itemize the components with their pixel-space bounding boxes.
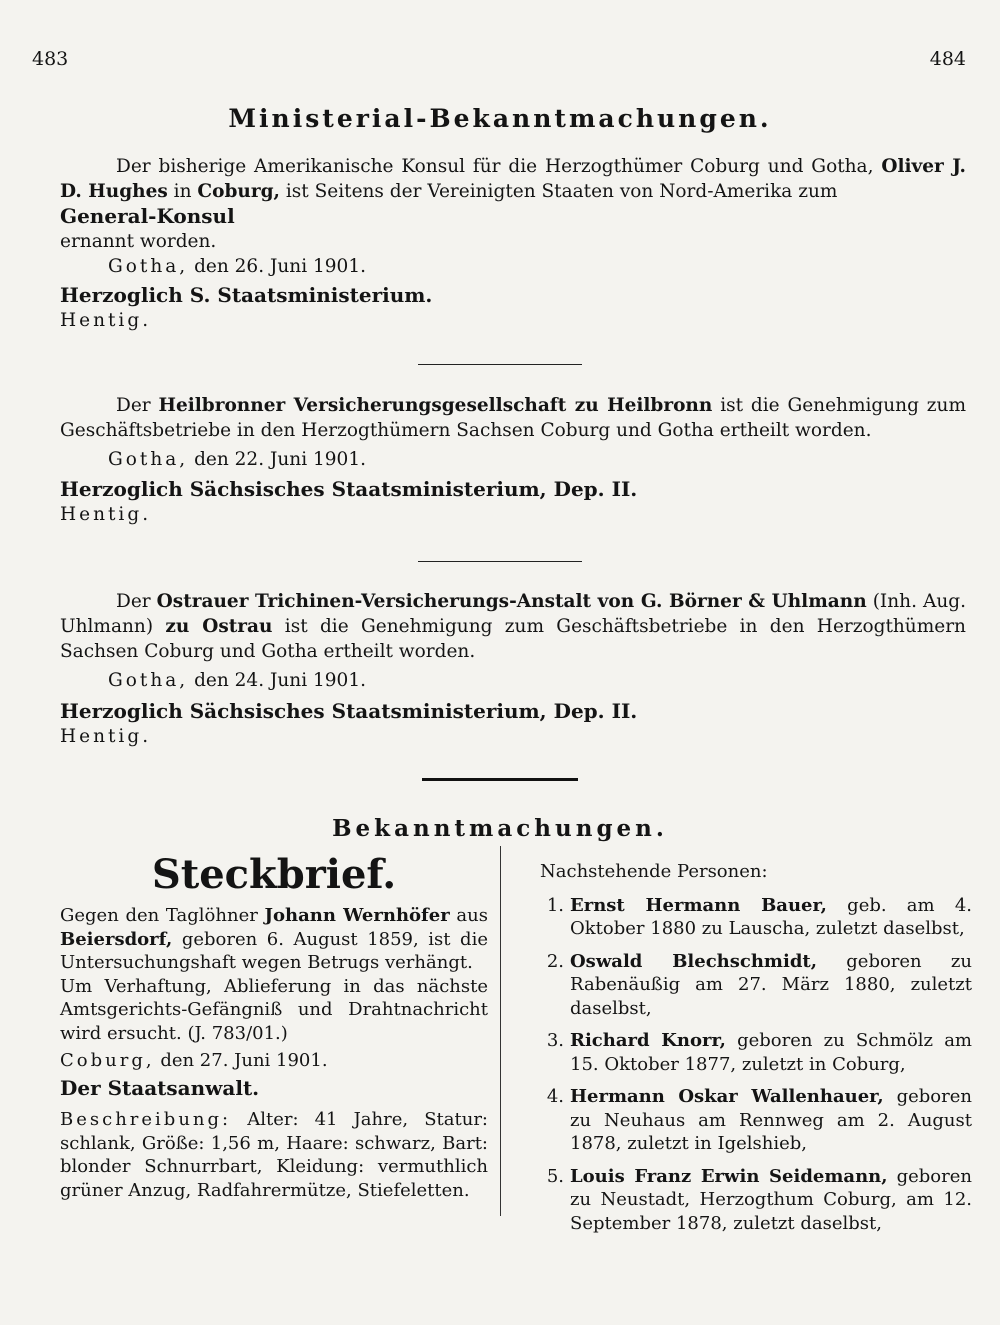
item-number: 1. [546,894,564,916]
section-heading-bekanntmachungen: Bekanntmachungen. [332,815,668,842]
person-details: geboren zu Neuhaus am Rennweg am 2. August 1878, zuletzt in Igelshieb, [570,1086,972,1154]
place-name: Coburg, [197,181,280,202]
date-text: den 27. Juni 1901. [160,1050,328,1071]
person-name: Richard Knorr, [570,1030,726,1051]
notice-text: (Inh. Aug. Uhlmann) [60,591,966,637]
section-rule [422,778,578,781]
place-name: Beiersdorf, [60,928,173,950]
person-name: Ernst Hermann Bauer, [570,894,827,916]
steckbrief-description [60,1108,488,1202]
date-place: Coburg, [60,1050,155,1071]
separator-rule [418,364,582,365]
steckbrief-column [60,848,488,1202]
date-place: Gotha, [108,256,189,277]
notice-text: Gegen den Taglöhner [60,905,258,926]
notice-date [108,254,966,279]
person-name: Oswald Blechschmidt, [570,950,817,972]
date-text: den 24. Juni 1901. [194,670,366,691]
notice-text: Der [116,395,151,416]
company-name: Heilbronner Versicherungsgesellschaft zu Heilbronn [158,395,713,416]
signer-name: Hentig. [60,310,152,331]
authority-signature: Herzoglich Sächsisches Staatsministerium, Dep. II. [60,477,638,501]
authority-signature: Herzoglich S. Staatsministerium. [60,283,433,307]
notice-text: ist die Genehmigung zum Geschäftsbetriebe in den Herzogthümern Sachsen Coburg und Gotha ertheilt worden. [60,616,966,662]
page-number-right: 484 [929,48,966,70]
notice-ostrauer [60,589,966,749]
list-item [540,894,972,941]
column-divider [500,846,501,1216]
steckbrief-text [60,904,488,975]
person-name: Louis Franz Erwin Seidemann, [570,1165,888,1187]
notice-date [108,668,966,693]
person-details: geboren zu Schmölz am 15. Oktober 1877, zuletzt in Coburg, [570,1030,972,1075]
persons-list [540,894,972,1236]
company-name: Ostrauer Trichinen-Versicherungs-Anstalt von G. Börner & Uhlmann [156,591,867,612]
steckbrief-title: Steckbrief. [151,851,397,898]
list-item [540,1085,972,1156]
notice-consul-text [60,154,966,204]
notice-heilbronner-text [60,393,966,443]
person-details: geb. am 4. Oktober 1880 zu Lauscha, zuletzt daselbst, [570,894,972,939]
notice-text: ist die Genehmigung zum Geschäftsbetriebe in den Herzogthümern Sachsen Coburg und Gotha ertheilt worden. [60,395,966,441]
page-number-left: 483 [32,48,69,70]
person-details: geboren zu Rabenäußig am 27. März 1880, zuletzt daselbst, [570,950,972,1019]
section-heading-ministerial: Ministerial-Bekanntmachungen. [228,104,772,133]
person-name: Oliver J. D. Hughes [60,156,966,202]
person-name: Hermann Oskar Wallenhauer, [570,1086,884,1107]
list-item [540,1165,972,1236]
consul-title: General-Konsul [60,204,235,228]
description-text: Alter: 41 Jahre, Statur: schlank, Größe: 1,56 m, Haare: schwarz, Bart: blonder Schnurrbart, Kleidung: vermuthlich grüner Anzug, Radfahrermütze, Stiefeletten. [60,1109,488,1201]
item-number: 5. [546,1165,564,1187]
notice-text: aus [456,905,488,926]
notice-date [108,447,966,472]
notice-consul [60,154,966,333]
authority-signature: Herzoglich Sächsisches Staatsministerium, Dep. II. [60,699,638,723]
list-item [540,1029,972,1076]
date-place: Gotha, [108,670,189,691]
date-text: den 22. Juni 1901. [194,449,366,470]
persons-column [540,860,972,1244]
notice-text: geboren 6. August 1859, ist die Untersuchungshaft wegen Betrugs verhängt. [60,928,488,973]
steckbrief-request: Um Verhaftung, Ablieferung in das nächste Amtsgerichts-Gefängniß und Drahtnachricht wird ersucht. (J. 783/01.) [60,975,488,1044]
authority-signature: Der Staatsanwalt. [60,1075,260,1100]
notice-ostrauer-text [60,589,966,664]
place-name: zu Ostrau [165,616,273,637]
item-number: 3. [546,1030,564,1051]
description-label: Beschreibung: [60,1109,232,1130]
item-number: 2. [546,950,564,972]
person-name: Johann Wernhöfer [264,905,450,926]
persons-intro: Nachstehende Personen: [540,861,768,882]
notice-text: Der [116,591,151,612]
person-details: geboren zu Neustadt, Herzogthum Coburg, am 12. September 1878, zuletzt daselbst, [570,1165,972,1234]
list-item [540,950,972,1021]
notice-text: in [173,181,192,202]
date-place: Gotha, [108,449,189,470]
notice-date [60,1049,488,1073]
item-number: 4. [546,1086,564,1107]
signer-name: Hentig. [60,504,152,525]
separator-rule [418,561,582,562]
notice-text: ernannt worden. [60,231,217,252]
signer-name: Hentig. [60,726,152,747]
notice-text: Der bisherige Amerikanische Konsul für die Herzogthümer Coburg und Gotha, [116,156,874,177]
notice-heilbronner [60,393,966,527]
notice-text: ist Seitens der Vereinigten Staaten von Nord-Amerika zum [285,181,838,202]
date-text: den 26. Juni 1901. [194,256,366,277]
